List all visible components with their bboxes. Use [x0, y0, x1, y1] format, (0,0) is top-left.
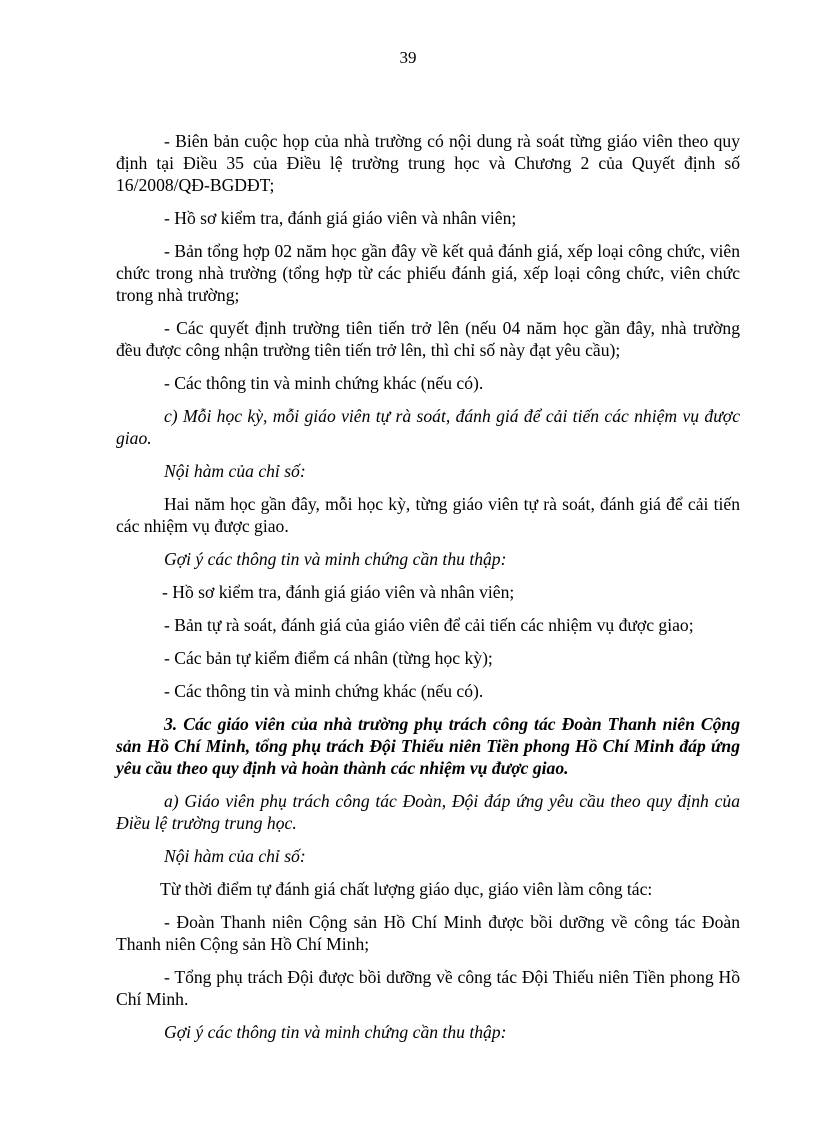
document-body	[116, 130, 740, 1054]
indicator-content-label-2: Nội hàm của chỉ số:	[164, 846, 306, 866]
bullet-pioneer-team: - Tổng phụ trách Đội được bồi dưỡng về công tác Đội Thiếu niên Tiền phong Hồ Chí Minh.	[116, 967, 740, 1009]
bullet-inspection-records: - Hồ sơ kiểm tra, đánh giá giáo viên và nhân viên;	[164, 208, 517, 228]
indicator-content-label: Nội hàm của chỉ số:	[164, 461, 306, 481]
criterion-3-heading: 3. Các giáo viên của nhà trường phụ trách công tác Đoàn Thanh niên Cộng sản Hồ Chí Minh, tổng phụ trách Đội Thiếu niên Tiền phong Hồ Chí Minh đáp ứng yêu cầu theo quy định và hoàn thành các nhiệm vụ được giao.	[116, 714, 740, 778]
criterion-c-heading: c) Mỗi học kỳ, mỗi giáo viên tự rà soát, đánh giá để cải tiến các nhiệm vụ được giao.	[116, 406, 740, 448]
bullet-inspection-records-2: - Hồ sơ kiểm tra, đánh giá giáo viên và nhân viên;	[162, 582, 515, 602]
evidence-suggestion-label-2: Gợi ý các thông tin và minh chứng cần thu thập:	[164, 1022, 507, 1042]
bullet-youth-union: - Đoàn Thanh niên Cộng sản Hồ Chí Minh được bồi dưỡng về công tác Đoàn Thanh niên Cộng sản Hồ Chí Minh;	[116, 912, 740, 954]
indicator-content-text: Hai năm học gần đây, mỗi học kỳ, từng giáo viên tự rà soát, đánh giá để cải tiến các nhiệm vụ được giao.	[116, 494, 740, 536]
indicator-content-intro: Từ thời điểm tự đánh giá chất lượng giáo dục, giáo viên làm công tác:	[160, 879, 653, 899]
evidence-suggestion-label: Gợi ý các thông tin và minh chứng cần thu thập:	[164, 549, 507, 569]
bullet-summary-report: - Bản tổng hợp 02 năm học gần đây về kết quả đánh giá, xếp loại công chức, viên chức trong nhà trường (tổng hợp từ các phiếu đánh giá, xếp loại công chức, viên chức trong nhà trường;	[116, 241, 740, 305]
bullet-advanced-school-decisions: - Các quyết định trường tiên tiến trở lên (nếu 04 năm học gần đây, nhà trường đều được công nhận trường tiên tiến trở lên, thì chỉ số này đạt yêu cầu);	[116, 318, 740, 360]
bullet-meeting-minutes: - Biên bản cuộc họp của nhà trường có nội dung rà soát từng giáo viên theo quy định tại Điều 35 của Điều lệ trường trung học và Chương 2 của Quyết định số 16/2008/QĐ-BGDĐT;	[116, 131, 740, 195]
bullet-self-assessment: - Các bản tự kiểm điểm cá nhân (từng học kỳ);	[164, 648, 493, 668]
bullet-self-review: - Bản tự rà soát, đánh giá của giáo viên để cải tiến các nhiệm vụ được giao;	[164, 615, 694, 635]
bullet-other-evidence-2: - Các thông tin và minh chứng khác (nếu có).	[164, 681, 484, 701]
bullet-other-evidence: - Các thông tin và minh chứng khác (nếu có).	[164, 373, 484, 393]
criterion-a-heading: a) Giáo viên phụ trách công tác Đoàn, Đội đáp ứng yêu cầu theo quy định của Điều lệ trường trung học.	[116, 791, 740, 833]
page-number: 39	[399, 48, 417, 67]
